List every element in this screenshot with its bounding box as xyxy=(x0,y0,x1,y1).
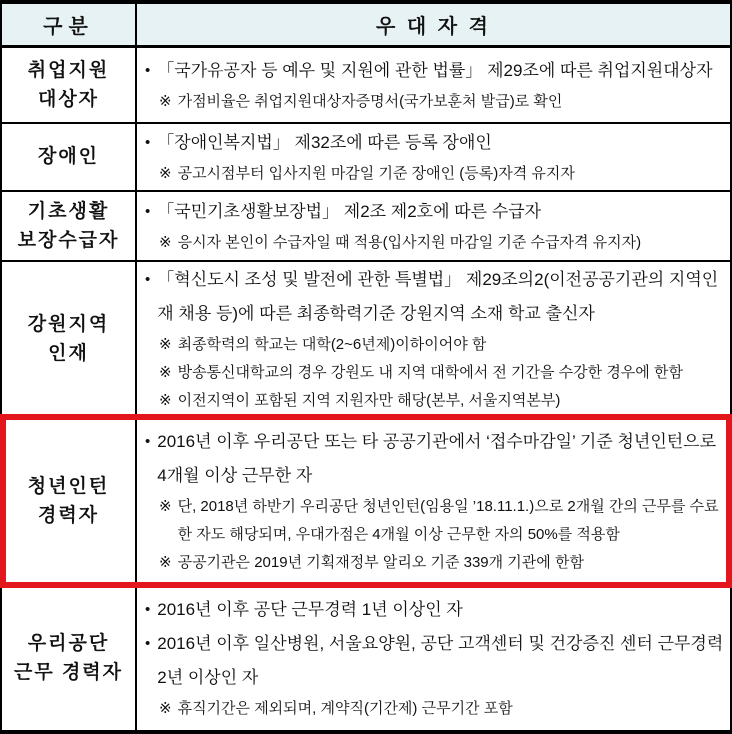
list-item xyxy=(145,126,724,160)
qualification-cell xyxy=(135,586,730,730)
bullet-icon: • xyxy=(145,203,151,221)
note-text: 이전지역이 포함된 지역 지원자만 해당(본부, 서울지역본부) xyxy=(177,391,561,409)
reference-mark-icon: ※ xyxy=(159,234,172,252)
note-item xyxy=(145,387,724,415)
item-text: 2016년 이후 우리공단 또는 타 공공기관에서 ‘접수마감일’ 기준 청년인턴으로 4개월 이상 근무한 자 xyxy=(157,432,717,486)
note-text: 공공기관은 2019년 기획재정부 알리오 기준 339개 기관에 한함 xyxy=(177,553,584,571)
category-line: 대상자 xyxy=(37,89,100,110)
category-cell xyxy=(2,48,135,122)
row-disabled-person xyxy=(2,124,730,192)
category-line: 기초생활 xyxy=(27,200,110,222)
list-item xyxy=(145,195,724,229)
reference-mark-icon: ※ xyxy=(159,553,172,571)
category-cell xyxy=(2,418,135,584)
note-text: 방송통신대학교의 경우 강원도 내 지역 대학에서 전 기간을 수강한 경우에 한함 xyxy=(177,364,683,382)
category-line: 장애인 xyxy=(37,146,100,168)
qualification-cell xyxy=(135,48,730,122)
reference-mark-icon: ※ xyxy=(159,700,172,718)
bullet-icon: • xyxy=(145,635,151,653)
category-cell xyxy=(2,192,135,260)
note-text: 최종학력의 학교는 대학(2~6년제)이하이어야 함 xyxy=(177,336,487,354)
item-text: 2016년 이후 일산병원, 서울요양원, 공단 고객센터 및 건강증진 센터 근무경력 2년 이상인 자 xyxy=(157,634,724,688)
note-item xyxy=(145,359,724,387)
bullet-icon: • xyxy=(145,62,151,80)
list-item xyxy=(145,627,724,695)
reference-mark-icon: ※ xyxy=(159,93,172,111)
note-item xyxy=(145,695,724,723)
category-line: 근무 경력자 xyxy=(13,662,124,683)
row-gangwon-region-talent xyxy=(2,262,730,418)
category-cell xyxy=(2,124,135,190)
qualification-cell xyxy=(135,192,730,260)
bullet-icon: • xyxy=(145,134,151,152)
header-qualification: 우 대 자 격 xyxy=(135,4,730,45)
category-cell xyxy=(2,586,135,730)
item-text: 「국가유공자 등 예우 및 지원에 관한 법률」 제29조에 따른 취업지원대상자 xyxy=(157,61,713,81)
category-line: 경력자 xyxy=(37,505,100,526)
category-line: 보장수급자 xyxy=(17,230,120,251)
list-item xyxy=(145,425,724,493)
bullet-icon: • xyxy=(145,271,151,289)
bullet-icon: • xyxy=(145,433,151,451)
note-text: 응시자 본인이 수급자일 때 적용(입사지원 마감일 기준 수급자격 유지자) xyxy=(177,234,642,252)
reference-mark-icon: ※ xyxy=(159,165,172,183)
reference-mark-icon: ※ xyxy=(159,336,172,354)
row-employment-support-target xyxy=(2,48,730,124)
note-item xyxy=(145,229,724,257)
table-header-row xyxy=(2,4,730,48)
category-line: 인재 xyxy=(48,343,89,364)
note-item xyxy=(145,160,724,188)
category-line: 강원지역 xyxy=(27,313,110,335)
qualification-cell xyxy=(135,262,730,416)
note-text: 휴직기간은 제외되며, 계약직(기간제) 근무기간 포함 xyxy=(177,700,513,718)
reference-mark-icon: ※ xyxy=(159,391,172,409)
bullet-icon: • xyxy=(145,601,151,619)
note-item xyxy=(145,493,724,549)
note-text: 공고시점부터 입사지원 마감일 기준 장애인 (등록)자격 유지자 xyxy=(177,165,575,183)
list-item xyxy=(145,54,724,88)
row-youth-intern-experienced xyxy=(2,418,730,586)
item-text: 「국민기초생활보장법」 제2조 제2호에 따른 수급자 xyxy=(157,202,542,222)
reference-mark-icon: ※ xyxy=(159,364,172,382)
category-cell xyxy=(2,262,135,416)
note-item xyxy=(145,331,724,359)
row-basic-livelihood-recipient xyxy=(2,192,730,262)
category-line: 취업지원 xyxy=(27,59,110,81)
item-text: 2016년 이후 공단 근무경력 1년 이상인 자 xyxy=(157,600,463,620)
category-line: 우리공단 xyxy=(27,632,110,654)
reference-mark-icon: ※ xyxy=(159,498,172,516)
list-item xyxy=(145,593,724,627)
qualification-cell xyxy=(135,124,730,190)
row-corporation-work-experienced xyxy=(2,586,730,730)
item-text: 「혁신도시 조성 및 발전에 관한 특별법」 제29조의2(이전공공기관의 지역인재 채용 등)에 따른 최종학력기준 강원지역 소재 학교 출신자 xyxy=(157,270,719,324)
item-text: 「장애인복지법」 제32조에 따른 등록 장애인 xyxy=(157,133,492,153)
note-text: 단, 2018년 하반기 우리공단 청년인턴(임용일 ’18.11.1.)으로 2개월 간의 근무를 수료한 자도 해당되며, 우대가점은 4개월 이상 근무한 자의 50%를 적용함 xyxy=(177,498,719,544)
header-category: 구분 xyxy=(43,16,94,38)
note-item xyxy=(145,549,724,577)
qualification-cell xyxy=(135,418,730,584)
note-text: 가점비율은 취업지원대상자증명서(국가보훈처 발급)로 확인 xyxy=(177,93,563,111)
category-line: 청년인턴 xyxy=(27,475,110,497)
note-item xyxy=(145,88,724,116)
list-item xyxy=(145,263,724,331)
